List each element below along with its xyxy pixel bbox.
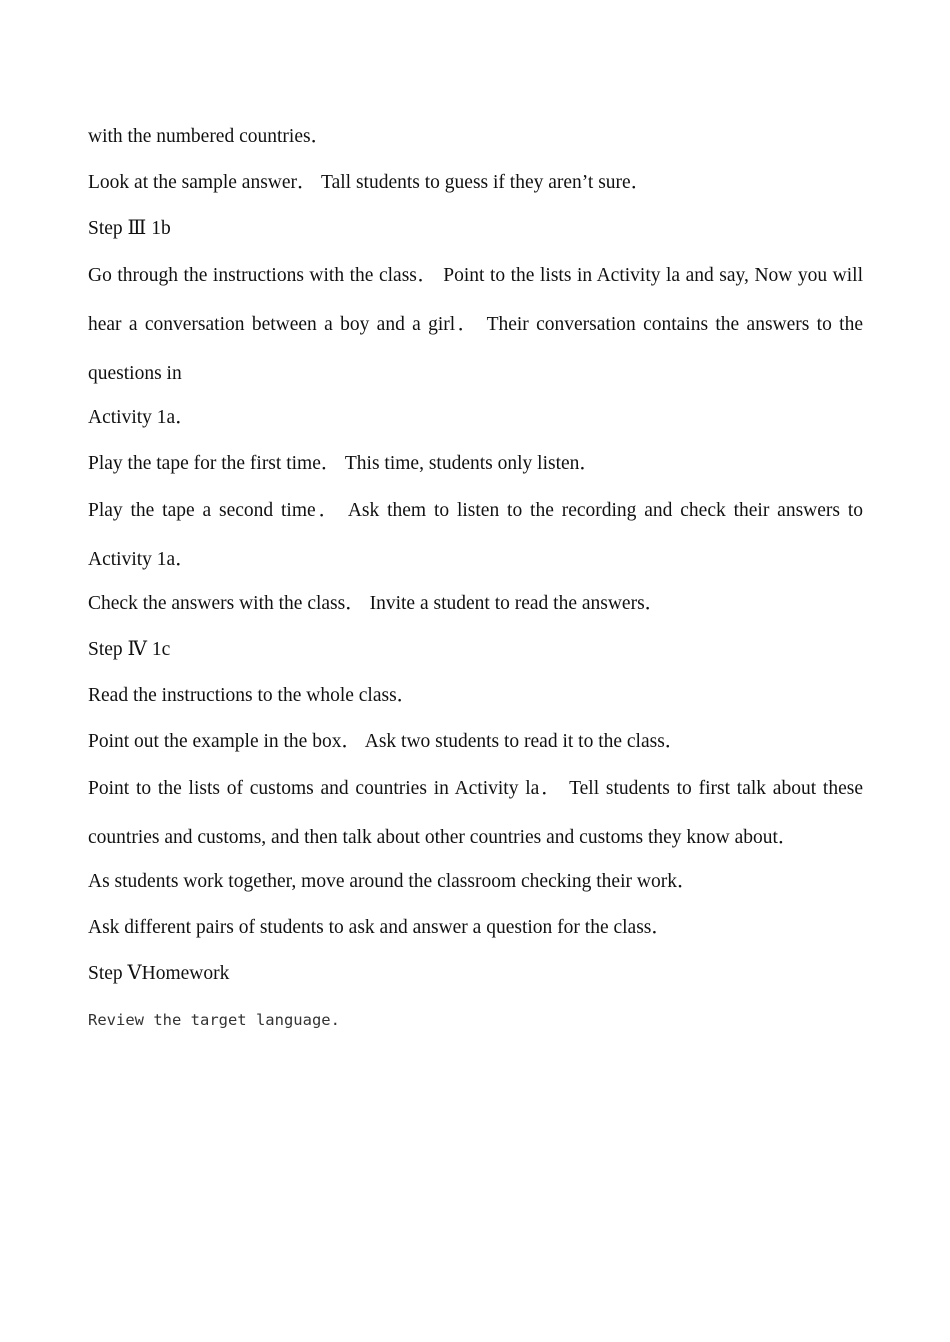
paragraph: Go through the instructions with the class． Point to the lists in Activity la and say, Now you will hear a conversation between a boy and a girl． Their conversation contains the answers to the questions in bbox=[88, 265, 863, 384]
text-line: Point out the example in the box． Ask two students to read it to the class． bbox=[88, 731, 685, 752]
paragraph: Play the tape a second time． Ask them to listen to the recording and check their answers to Activity 1a． bbox=[88, 500, 863, 570]
text-line: Look at the sample answer． Tall students to guess if they aren’t sure． bbox=[88, 172, 651, 193]
homework-text: Review the target language. bbox=[88, 1011, 340, 1029]
step-heading: Step ⅤHomework bbox=[88, 963, 230, 984]
text-line: Activity 1a． bbox=[88, 407, 195, 428]
text-line: Ask different pairs of students to ask and answer a question for the class． bbox=[88, 917, 671, 938]
text-line: Read the instructions to the whole class． bbox=[88, 685, 417, 706]
step-heading: Step Ⅲ 1b bbox=[88, 218, 171, 239]
text-line: Play the tape for the first time． This time, students only listen． bbox=[88, 453, 599, 474]
text-line: Check the answers with the class． Invite a student to read the answers． bbox=[88, 593, 665, 614]
text-line: As students work together, move around the classroom checking their work． bbox=[88, 871, 697, 892]
text-line: with the numbered countries． bbox=[88, 126, 331, 147]
step-heading: Step Ⅳ 1c bbox=[88, 639, 171, 660]
paragraph: Point to the lists of customs and countries in Activity la． Tell students to first talk about these countries and customs, and then talk about other countries and customs they know about． bbox=[88, 778, 863, 848]
document-page bbox=[88, 122, 863, 1051]
